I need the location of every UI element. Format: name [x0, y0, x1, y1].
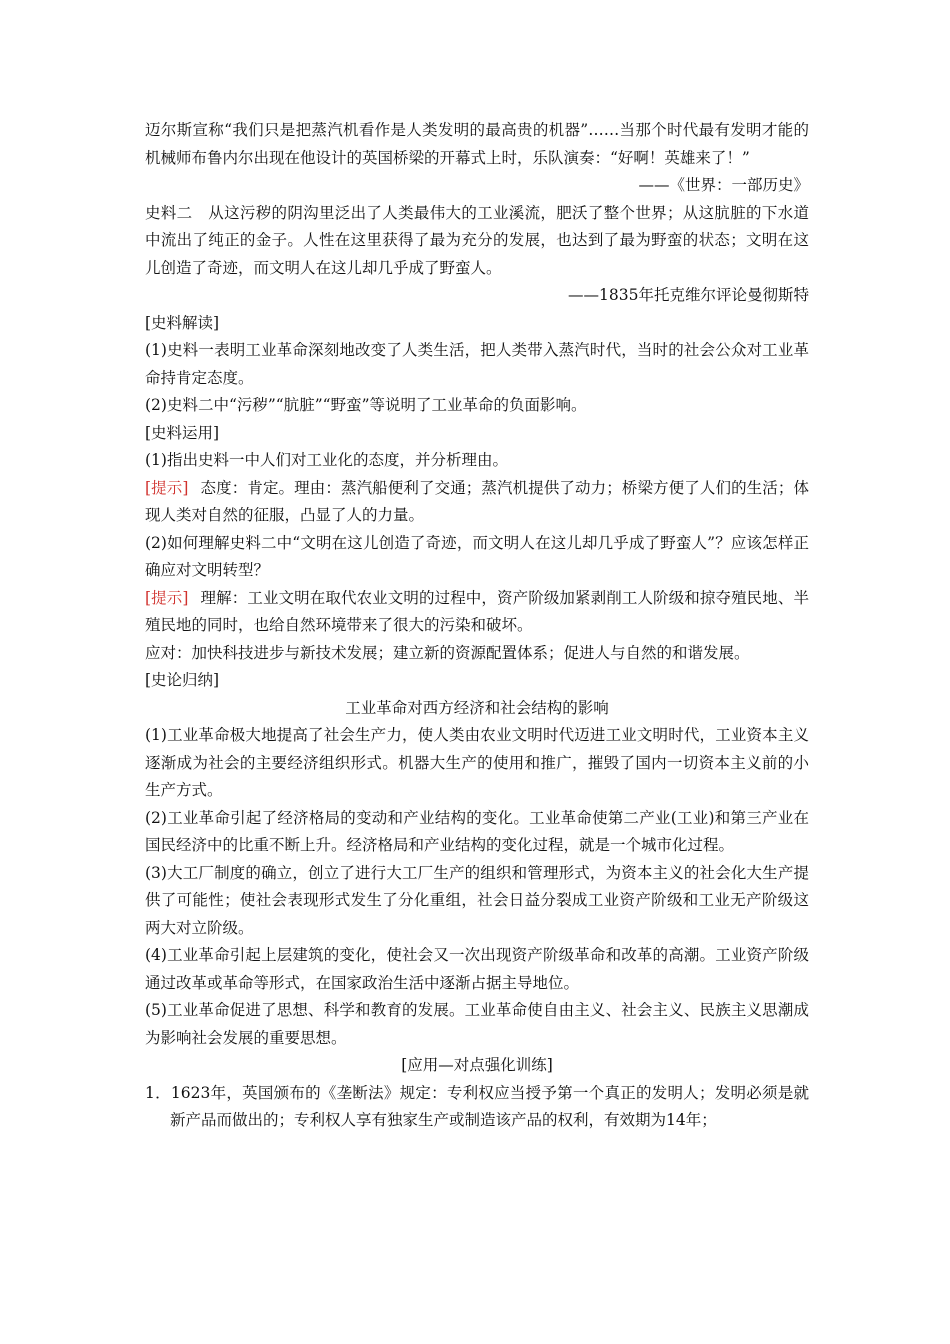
- summary-point: (5)工业革命促进了思想、科学和教育的发展。工业革命使自由主义、社会主义、民族主义思潮成为影响社会发展的重要思想。: [145, 1001, 809, 1047]
- source1-citation: ——《世界：一部历史》: [638, 176, 809, 194]
- interpretation-point: (1)史料一表明工业革命深刻地改变了人类生活，把人类带入蒸汽时代，当时的社会公众对工业革命持肯定态度。: [145, 341, 809, 387]
- answer-2-response: 应对：加快科技进步与新技术发展；建立新的资源配置体系；促进人与自然的和谐发展。: [145, 643, 750, 662]
- practice-item-1: 1．1623年，英国颁布的《垄断法》规定：专利权应当授予第一个真正的发明人；发明必须是就新产品而做出的；专利权人享有独家生产或制造该产品的权利，有效期为14年；: [145, 1083, 809, 1129]
- summary-point: (3)大工厂制度的确立，创立了进行大工厂生产的组织和管理形式，为资本主义的社会化大生产提供了可能性；使社会表现形式发生了分化重组，社会日益分裂成工业资产阶级和工业无产阶级这两大对立阶级。: [145, 863, 809, 937]
- answer-1-text: 态度：肯定。理由：蒸汽船便利了交通；蒸汽机提供了动力；桥梁方便了人们的生活；体现人类对自然的征服，凸显了人的力量。: [145, 478, 809, 524]
- answer-2: [145, 585, 809, 640]
- summary-title: 工业革命对西方经济和社会结构的影响: [345, 698, 609, 717]
- source2-text: 史料二 从这污秽的阴沟里泛出了人类最伟大的工业溪流，肥沃了整个世界；从这肮脏的下水道中流出了纯正的金子。人性在这里获得了最为充分的发展，也达到了最为野蛮的状态；文明在这儿创造了奇迹，而文明人在这儿却几乎成了野蛮人。: [145, 203, 809, 277]
- answer-2-text: 理解：工业文明在取代农业文明的过程中，资产阶级加紧剥削工人阶级和掠夺殖民地、半殖民地的同时，也给自然环境带来了很大的污染和破坏。: [145, 588, 809, 634]
- source2-citation: ——1835年托克维尔评论曼彻斯特: [568, 286, 809, 304]
- answer-1: [145, 475, 809, 530]
- practice-heading: [应用—对点强化训练]: [401, 1056, 553, 1074]
- summary-point: (4)工业革命引起上层建筑的变化，使社会又一次出现资产阶级革命和改革的高潮。工业资产阶级通过改革或革命等形式，在国家政治生活中逐渐占据主导地位。: [145, 946, 809, 992]
- question-2: (2)如何理解史料二中“文明在这儿创造了奇迹，而文明人在这儿却几乎成了野蛮人”？应该怎样正确应对文明转型？: [145, 533, 809, 579]
- hint-label: [提示]: [145, 478, 189, 497]
- summary-heading: [史论归纳]: [145, 671, 220, 689]
- source1-tail: 迈尔斯宣称“我们只是把蒸汽机看作是人类发明的最高贵的机器”……当那个时代最有发明才能的机械师布鲁内尔出现在他设计的英国桥梁的开幕式上时，乐队演奏：“好啊！英雄来了！”: [145, 121, 809, 167]
- interpretation-heading: [史料解读]: [145, 313, 220, 332]
- summary-point: (2)工业革命引起了经济格局的变动和产业结构的变化。工业革命使第二产业(工业)和第三产业在国民经济中的比重不断上升。经济格局和产业结构的变化过程，就是一个城市化过程。: [145, 808, 809, 854]
- document-page: [145, 117, 809, 1135]
- hint-label: [提示]: [145, 588, 189, 607]
- question-1: (1)指出史料一中人们对工业化的态度，并分析理由。: [145, 451, 508, 469]
- application-heading: [史料运用]: [145, 423, 220, 442]
- summary-point: (1)工业革命极大地提高了社会生产力，使人类由农业文明时代迈进工业文明时代，工业资本主义逐渐成为社会的主要经济组织形式。机器大生产的使用和推广，摧毁了国内一切资本主义前的小生产方式。: [145, 726, 809, 799]
- interpretation-point: (2)史料二中“污秽”“肮脏”“野蛮”等说明了工业革命的负面影响。: [145, 396, 587, 414]
